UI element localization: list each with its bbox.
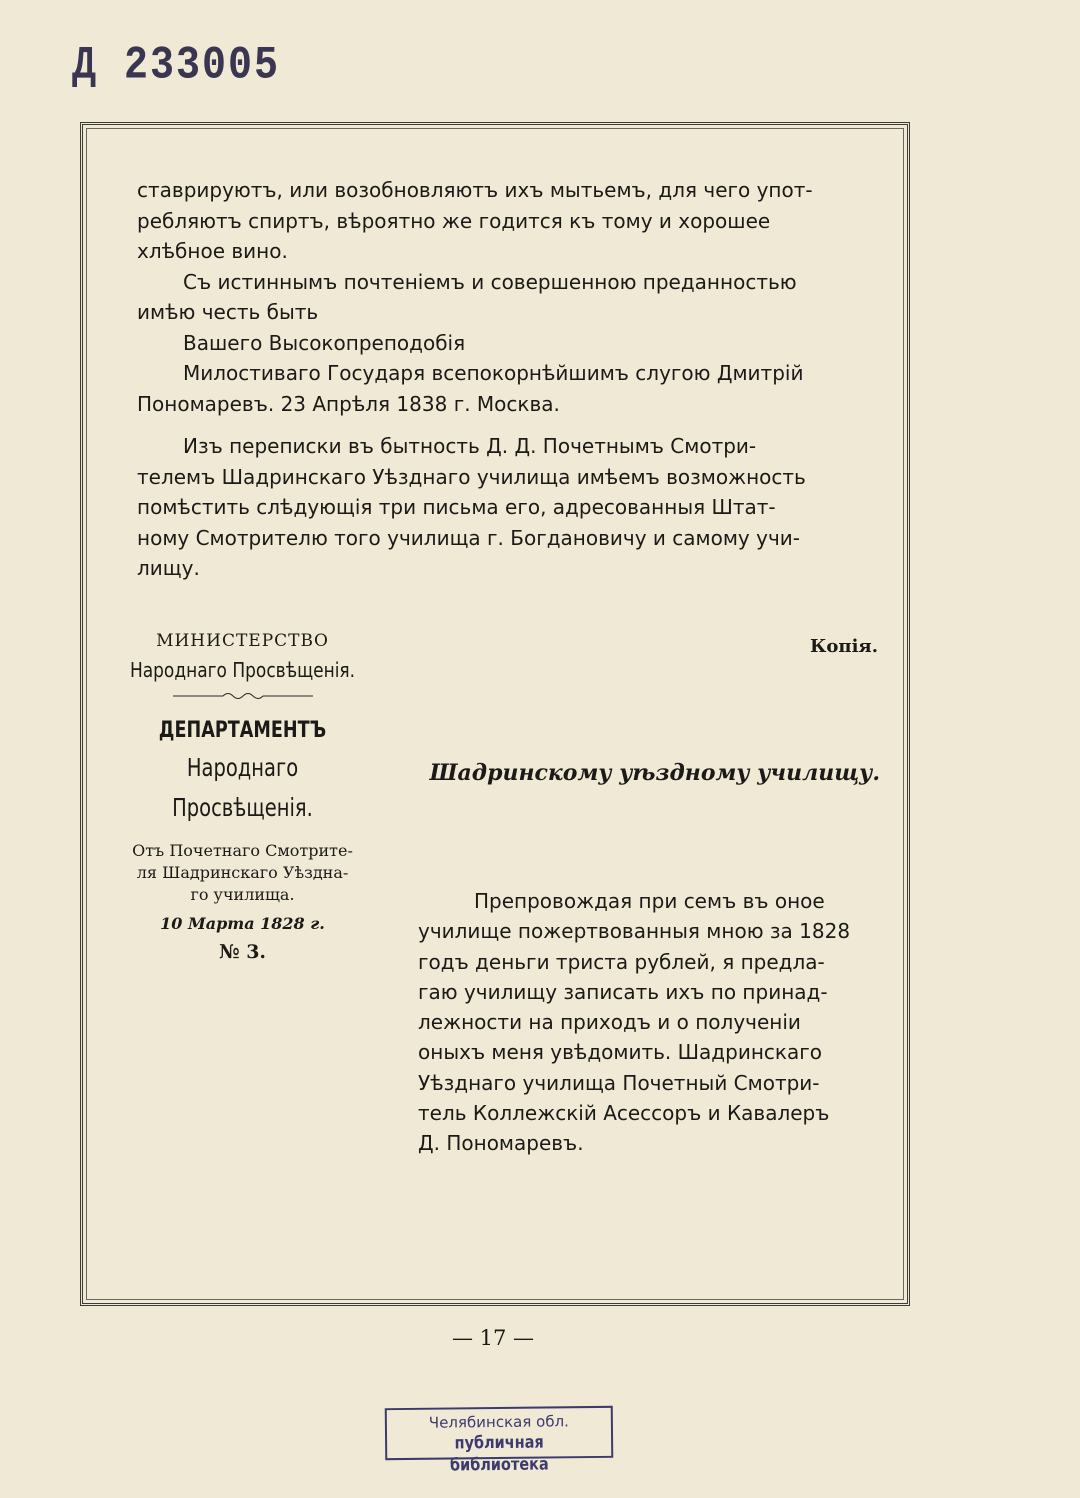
signature-line: Милостиваго Государя всепокорнѣйшимъ слугою Дмитрій <box>183 361 804 385</box>
sender-line: го училища. <box>190 885 295 904</box>
letterhead <box>100 628 385 963</box>
letter-line: оныхъ меня увѣдомить. Шадринскаго <box>418 1040 822 1065</box>
inventory-stamp-code: Д 233005 <box>72 40 281 93</box>
ministry-name: Народнаго Просвѣщенія. <box>129 658 356 682</box>
signature-line: Пономаревъ. 23 Апрѣля 1838 г. Москва. <box>137 391 560 416</box>
top-text-block <box>137 175 859 584</box>
letter-body <box>418 886 878 1159</box>
letter-line: тель Коллежскій Асессоръ и Кавалеръ <box>418 1101 830 1126</box>
letter-line: гаю училищу записать ихъ по принад- <box>418 979 828 1004</box>
sender-line: Отъ Почетнаго Смотрите- <box>132 841 353 860</box>
closing-line: Съ истиннымъ почтеніемъ и совершенною преданностью <box>183 269 797 294</box>
intro-line: ному Смотрителю того училища г. Богдановичу и самому учи- <box>137 525 800 550</box>
department-title: ДЕПАРТАМЕНТЪ <box>158 718 327 743</box>
letter-line: ставрируютъ, или возобновляютъ ихъ мытьемъ, для чего упот- <box>137 178 813 202</box>
letter-line: годъ деньги триста рублей, я предла- <box>418 949 825 974</box>
intro-line: лищу. <box>137 556 200 580</box>
letter-line: лежности на приходъ и о полученіи <box>418 1010 801 1035</box>
letter-number: № 3. <box>218 941 267 963</box>
letter-line: Препровождая при семъ въ оное <box>474 889 825 913</box>
ministry-title: МИНИСТЕРСТВО <box>156 631 329 651</box>
closing-line: имѣю честь быть <box>137 300 319 324</box>
letter-line: Уѣзднаго училища Почетный Смотри- <box>418 1070 820 1095</box>
letter-line: Д. Пономаревъ. <box>418 1131 584 1156</box>
intro-line: Изъ переписки въ бытность Д. Д. Почетнымъ Смотри- <box>183 434 757 458</box>
library-stamp-name: публичная библиотека <box>449 1432 549 1476</box>
sender-line: ля Шадринскаго Уѣздна- <box>136 863 349 882</box>
sender-block <box>100 840 385 906</box>
salutation-line: Вашего Высокопреподобія <box>183 330 466 355</box>
department-name: Народнаго Просвѣщенія. <box>172 753 313 822</box>
letter-line: ребляютъ спиртъ, вѣроятно же годится къ тому и хорошее <box>137 208 771 233</box>
flourish-divider <box>173 690 313 700</box>
intro-line: помѣстить слѣдующія три письма его, адресованныя Штат- <box>137 495 776 519</box>
library-stamp <box>385 1406 614 1476</box>
addressee: Шадринскому уѣздному училищу. <box>429 760 880 786</box>
letter-date: 10 Марта 1828 г. <box>160 914 325 933</box>
letter-line: училище пожертвованныя мною за 1828 <box>418 919 851 944</box>
copy-label: Копія. <box>810 636 878 657</box>
letter-line: хлѣбное вино. <box>137 239 288 263</box>
library-stamp-region: Челябинская обл. <box>428 1412 569 1432</box>
intro-line: телемъ Шадринскаго Уѣзднаго училища имѣемъ возможность <box>137 464 806 489</box>
page-number: — 17 — <box>451 1326 535 1350</box>
